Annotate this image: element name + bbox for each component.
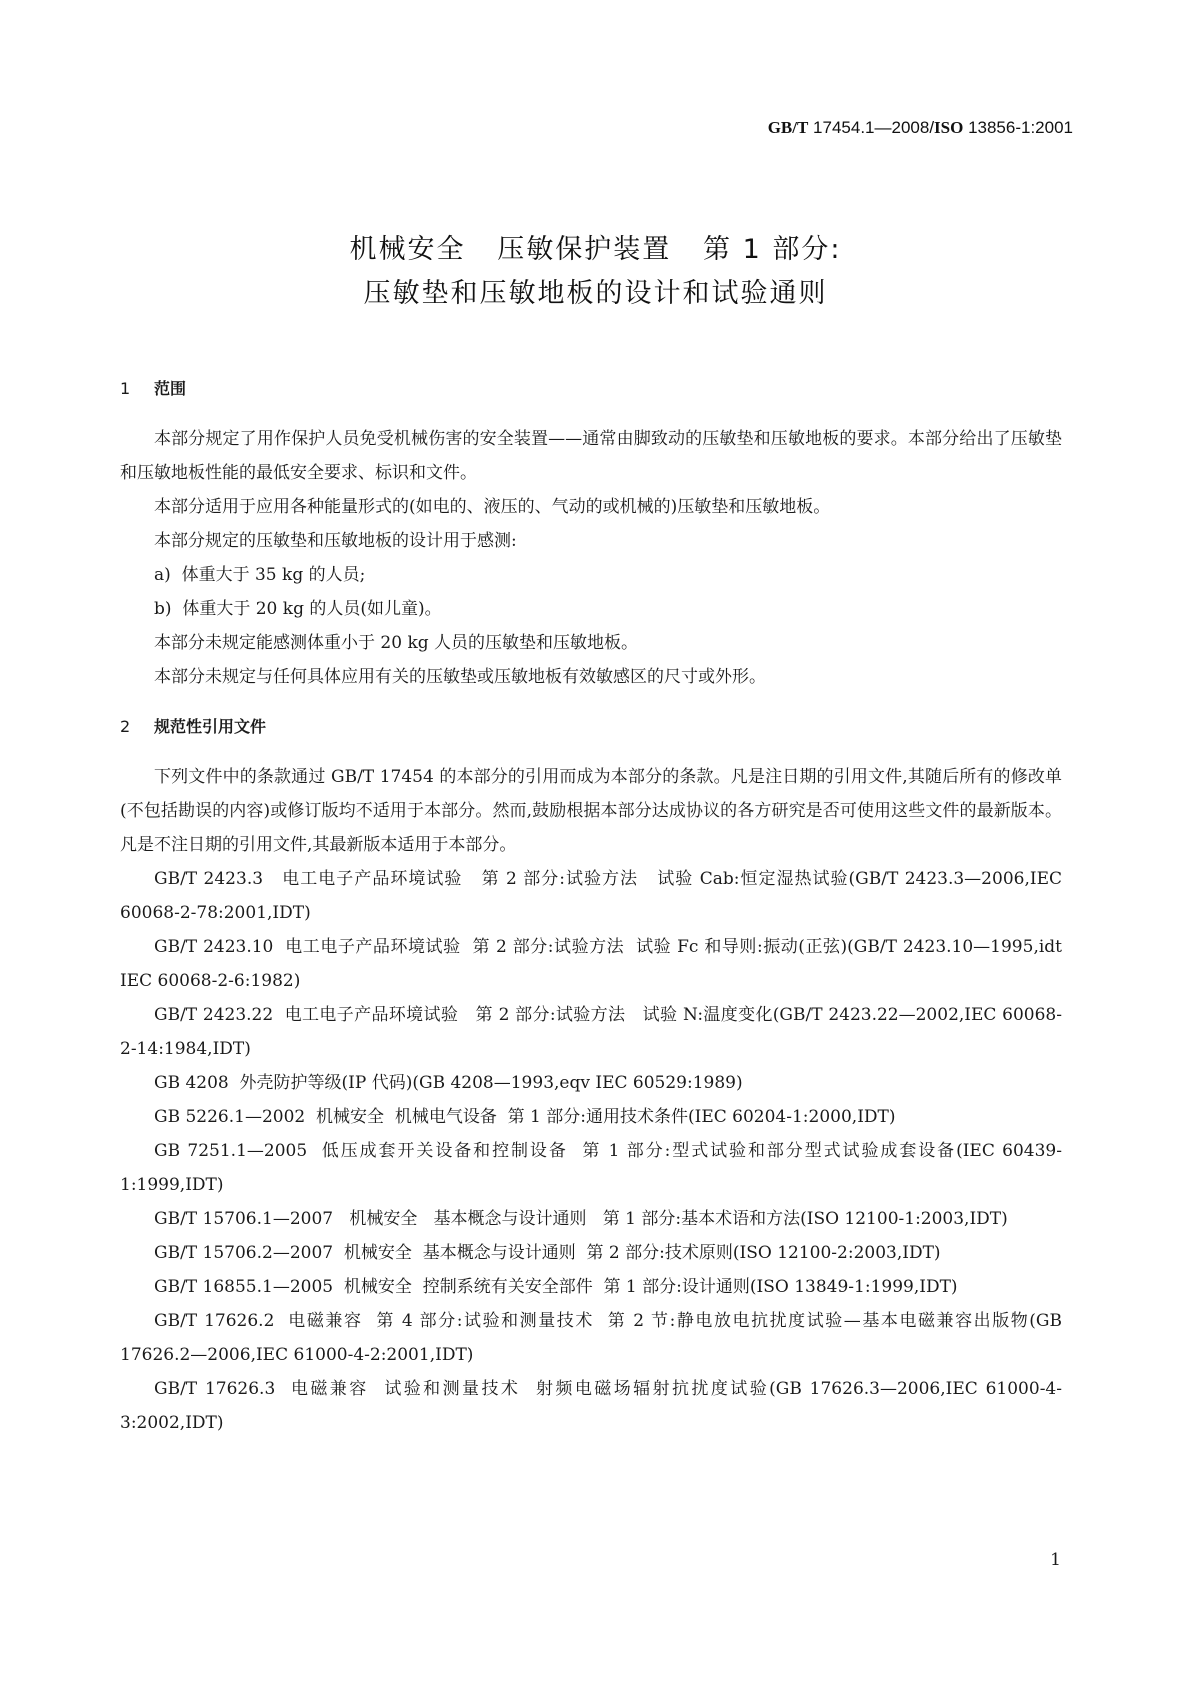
standard-number [768, 118, 1073, 138]
document-title [0, 228, 1191, 316]
section-number: 1 [120, 379, 131, 398]
standard-code: 17454.1—2008/ [808, 118, 935, 137]
standard-prefix: GB/T [767, 118, 809, 137]
section-heading-normative-references [120, 710, 1062, 744]
iso-code: 13856-1:2001 [963, 118, 1073, 137]
list-item: b) 体重大于 20 kg 的人员(如儿童)。 [154, 599, 442, 619]
section-title: 范围 [154, 379, 187, 398]
section-number: 2 [120, 717, 131, 736]
section-title: 规范性引用文件 [154, 717, 267, 736]
reference-item: GB/T 15706.1—2007 机械安全 基本概念与设计通则 第 1 部分:基本术语和方法(ISO 12100-1:2003,IDT) [154, 1209, 1008, 1229]
section-heading-scope [120, 372, 1062, 406]
reference-item: GB/T 17626.3 电磁兼容 试验和测量技术 射频电磁场辐射抗扰度试验(GB 17626.3—2006,IEC 61000-4-3:2002,IDT) [120, 1379, 1062, 1433]
reference-item: GB 5226.1—2002 机械安全 机械电气设备 第 1 部分:通用技术条件(IEC 60204-1:2000,IDT) [154, 1107, 896, 1127]
title-line-1: 机械安全 压敏保护装置 第 1 部分: [349, 234, 842, 265]
paragraph: 本部分未规定与任何具体应用有关的压敏垫或压敏地板有效敏感区的尺寸或外形。 [154, 667, 766, 687]
list-item: a) 体重大于 35 kg 的人员; [154, 565, 366, 585]
paragraph: 本部分规定了用作保护人员免受机械伤害的安全装置——通常由脚致动的压敏垫和压敏地板的要求。本部分给出了压敏垫和压敏地板性能的最低安全要求、标识和文件。 [120, 429, 1062, 483]
iso-prefix: ISO [934, 118, 964, 137]
reference-item: GB 4208 外壳防护等级(IP 代码)(GB 4208—1993,eqv IEC 60529:1989) [154, 1073, 743, 1093]
reference-item: GB/T 17626.2 电磁兼容 第 4 部分:试验和测量技术 第 2 节:静电放电抗扰度试验—基本电磁兼容出版物(GB 17626.2—2006,IEC 61000-4-2:2001,IDT) [120, 1311, 1068, 1365]
reference-item: GB/T 2423.3 电工电子产品环境试验 第 2 部分:试验方法 试验 Cab:恒定湿热试验(GB/T 2423.3—2006,IEC 60068-2-78:2001,IDT) [120, 869, 1068, 923]
reference-item: GB/T 15706.2—2007 机械安全 基本概念与设计通则 第 2 部分:技术原则(ISO 12100-2:2003,IDT) [154, 1243, 941, 1263]
title-line-2: 压敏垫和压敏地板的设计和试验通则 [363, 278, 828, 309]
paragraph: 下列文件中的条款通过 GB/T 17454 的本部分的引用而成为本部分的条款。凡是注日期的引用文件,其随后所有的修改单(不包括勘误的内容)或修订版均不适用于本部分。然而,鼓励根据本部分达成协议的各方研究是否可使用这些文件的最新版本。凡是不注日期的引用文件,其最新版本适用于本部分。 [120, 767, 1062, 855]
reference-item: GB/T 2423.10 电工电子产品环境试验 第 2 部分:试验方法 试验 Fc 和导则:振动(正弦)(GB/T 2423.10—1995,idt IEC 60068-2-6:1982) [120, 937, 1068, 991]
reference-item: GB 7251.1—2005 低压成套开关设备和控制设备 第 1 部分:型式试验和部分型式试验成套设备(IEC 60439-1:1999,IDT) [120, 1141, 1062, 1195]
paragraph: 本部分适用于应用各种能量形式的(如电的、液压的、气动的或机械的)压敏垫和压敏地板。 [154, 497, 831, 517]
paragraph: 本部分未规定能感测体重小于 20 kg 人员的压敏垫和压敏地板。 [154, 633, 639, 653]
document-body [120, 372, 1068, 1440]
page-number: 1 [1050, 1550, 1061, 1570]
reference-item: GB/T 16855.1—2005 机械安全 控制系统有关安全部件 第 1 部分:设计通则(ISO 13849-1:1999,IDT) [154, 1277, 958, 1297]
reference-item: GB/T 2423.22 电工电子产品环境试验 第 2 部分:试验方法 试验 N:温度变化(GB/T 2423.22—2002,IEC 60068-2-14:1984,IDT) [120, 1005, 1062, 1059]
paragraph: 本部分规定的压敏垫和压敏地板的设计用于感测: [154, 531, 517, 551]
